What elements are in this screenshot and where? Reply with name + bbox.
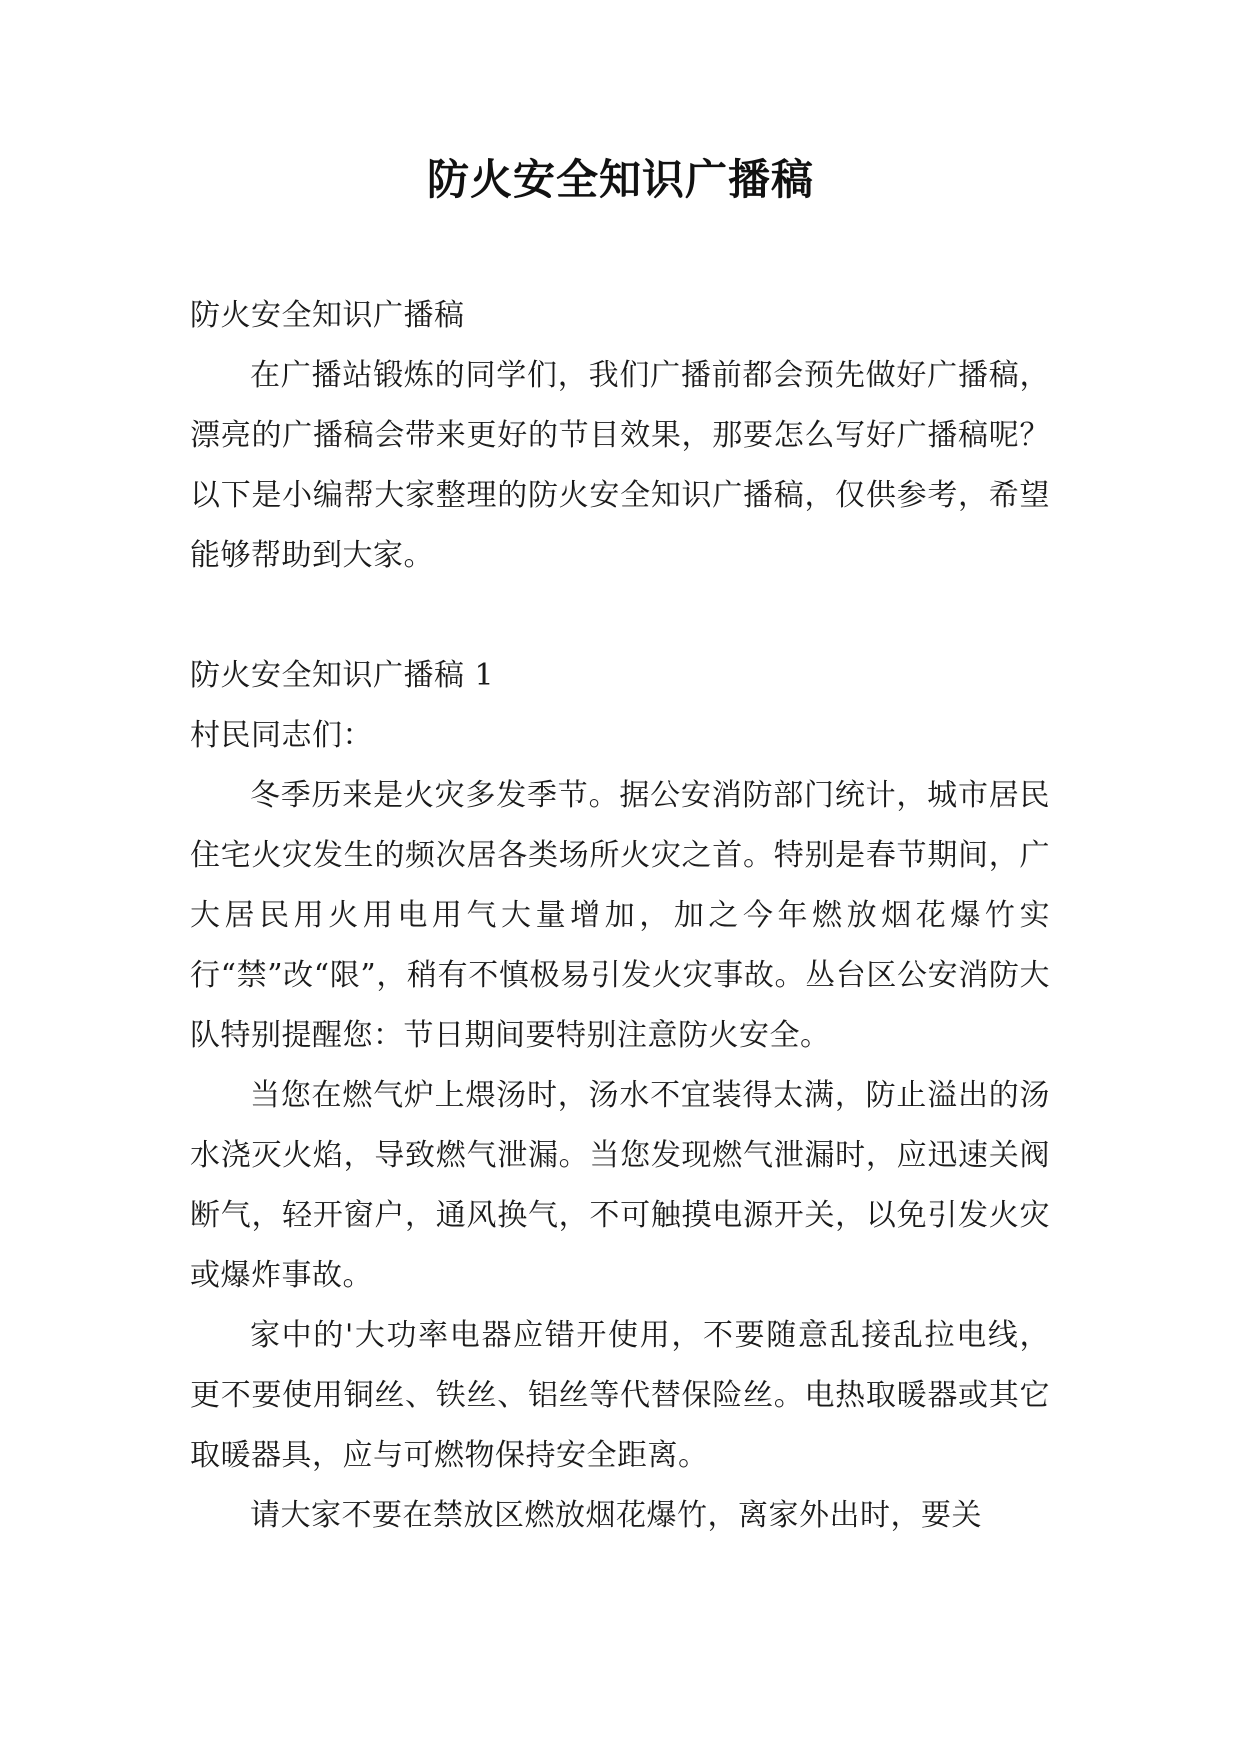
body-paragraph: 当您在燃气炉上煨汤时，汤水不宜装得太满，防止溢出的汤水浇灭火焰，导致燃气泄漏。当您发现燃气泄漏时，应迅速关阀断气，轻开窗户，通风换气，不可触摸电源开关，以免引发火灾或爆炸事故。 — [190, 1078, 1050, 1293]
document-title: 防火安全知识广播稿 — [426, 155, 814, 204]
document-subtitle: 防火安全知识广播稿 — [190, 298, 465, 333]
document-body — [190, 286, 1050, 1546]
body-paragraph: 家中的'大功率电器应错开使用，不要随意乱接乱拉电线，更不要使用铜丝、铁丝、铝丝等代替保险丝。电热取暖器或其它取暖器具，应与可燃物保持安全距离。 — [190, 1318, 1050, 1473]
section-heading: 防火安全知识广播稿 1 — [190, 658, 495, 693]
intro-paragraph: 在广播站锻炼的同学们，我们广播前都会预先做好广播稿，漂亮的广播稿会带来更好的节目效果，那要怎么写好广播稿呢？以下是小编帮大家整理的防火安全知识广播稿，仅供参考，希望能够帮助到大家。 — [190, 358, 1050, 573]
body-paragraph: 冬季历来是火灾多发季节。据公安消防部门统计，城市居民住宅火灾发生的频次居各类场所火灾之首。特别是春节期间，广大居民用火用电用气大量增加，加之今年燃放烟花爆竹实行“禁”改“限”，稍有不慎极易引发火灾事故。丛台区公安消防大队特别提醒您：节日期间要特别注意防火安全。 — [190, 778, 1050, 1053]
body-paragraph: 请大家不要在禁放区燃放烟花爆竹，离家外出时，要关 — [250, 1498, 982, 1533]
salutation: 村民同志们： — [190, 718, 373, 753]
section-spacer — [190, 586, 1050, 646]
